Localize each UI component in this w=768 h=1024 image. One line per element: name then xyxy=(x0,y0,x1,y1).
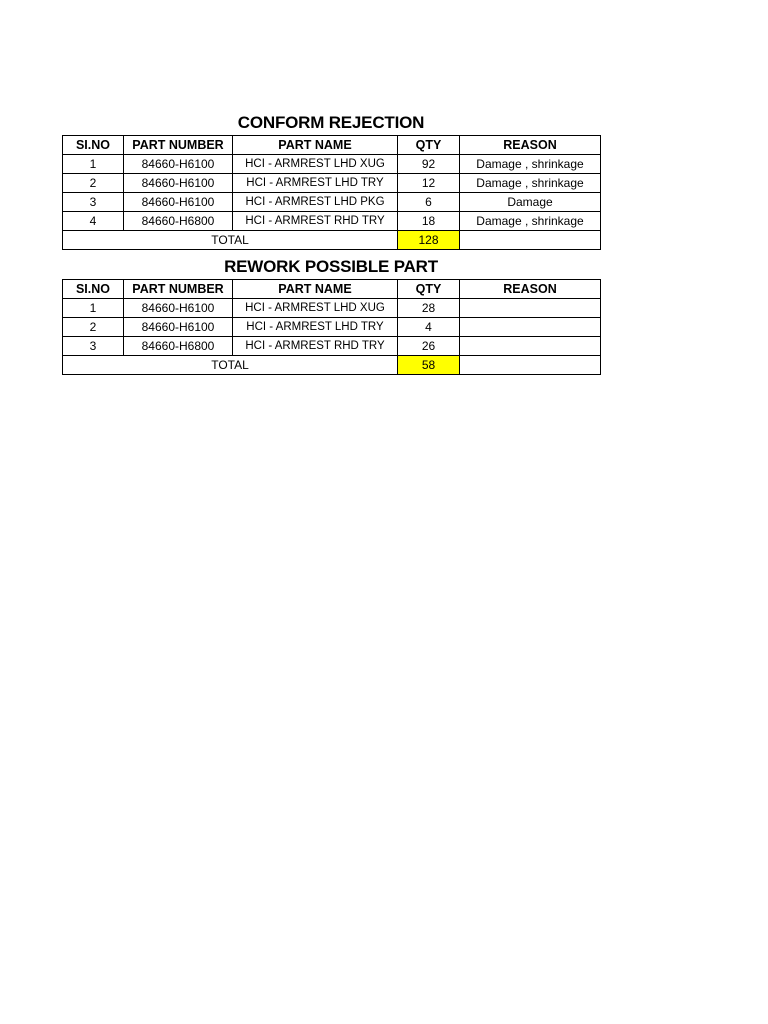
rework-possible-title: REWORK POSSIBLE PART xyxy=(224,257,438,276)
total-label: TOTAL xyxy=(63,356,398,375)
header-part-name: PART NAME xyxy=(233,280,398,299)
cell-part-name: HCI - ARMREST LHD TRY xyxy=(233,174,398,193)
table-row xyxy=(63,174,601,193)
cell-qty: 6 xyxy=(398,193,460,212)
cell-sino: 4 xyxy=(63,212,124,231)
table-row xyxy=(63,193,601,212)
cell-part-number: 84660-H6100 xyxy=(124,193,233,212)
cell-qty: 28 xyxy=(398,299,460,318)
table-row xyxy=(63,318,601,337)
cell-sino: 2 xyxy=(63,318,124,337)
cell-part-name: HCI - ARMREST LHD PKG xyxy=(233,193,398,212)
cell-part-number: 84660-H6800 xyxy=(124,212,233,231)
header-reason: REASON xyxy=(460,280,601,299)
cell-sino: 3 xyxy=(63,337,124,356)
total-reason-empty xyxy=(460,356,601,375)
cell-part-name: HCI - ARMREST LHD TRY xyxy=(233,318,398,337)
total-qty: 128 xyxy=(398,231,460,250)
table-row xyxy=(63,155,601,174)
cell-part-name: HCI - ARMREST LHD XUG xyxy=(233,155,398,174)
cell-part-number: 84660-H6100 xyxy=(124,299,233,318)
table-header-row xyxy=(63,280,601,299)
cell-qty: 18 xyxy=(398,212,460,231)
table-header-row xyxy=(63,136,601,155)
cell-reason: Damage , shrinkage xyxy=(460,155,601,174)
cell-part-name: HCI - ARMREST LHD XUG xyxy=(233,299,398,318)
rework-possible-table xyxy=(62,279,601,375)
cell-part-number: 84660-H6100 xyxy=(124,155,233,174)
cell-qty: 4 xyxy=(398,318,460,337)
cell-part-name: HCI - ARMREST RHD TRY xyxy=(233,337,398,356)
header-qty: QTY xyxy=(398,136,460,155)
total-qty: 58 xyxy=(398,356,460,375)
header-part-number: PART NUMBER xyxy=(124,136,233,155)
header-part-number: PART NUMBER xyxy=(124,280,233,299)
cell-qty: 12 xyxy=(398,174,460,193)
cell-reason xyxy=(460,337,601,356)
cell-reason: Damage , shrinkage xyxy=(460,212,601,231)
cell-reason: Damage xyxy=(460,193,601,212)
table-row xyxy=(63,299,601,318)
header-reason: REASON xyxy=(460,136,601,155)
cell-part-number: 84660-H6100 xyxy=(124,318,233,337)
table-row xyxy=(63,337,601,356)
cell-qty: 92 xyxy=(398,155,460,174)
cell-sino: 1 xyxy=(63,155,124,174)
cell-reason xyxy=(460,318,601,337)
total-row xyxy=(63,231,601,250)
header-part-name: PART NAME xyxy=(233,136,398,155)
cell-sino: 2 xyxy=(63,174,124,193)
header-sino: SI.NO xyxy=(63,136,124,155)
cell-qty: 26 xyxy=(398,337,460,356)
header-sino: SI.NO xyxy=(63,280,124,299)
header-qty: QTY xyxy=(398,280,460,299)
total-reason-empty xyxy=(460,231,601,250)
total-label: TOTAL xyxy=(63,231,398,250)
cell-part-number: 84660-H6800 xyxy=(124,337,233,356)
conform-rejection-title: CONFORM REJECTION xyxy=(237,113,425,132)
cell-reason: Damage , shrinkage xyxy=(460,174,601,193)
cell-part-name: HCI - ARMREST RHD TRY xyxy=(233,212,398,231)
cell-part-number: 84660-H6100 xyxy=(124,174,233,193)
cell-reason xyxy=(460,299,601,318)
cell-sino: 1 xyxy=(63,299,124,318)
total-row xyxy=(63,356,601,375)
table-row xyxy=(63,212,601,231)
conform-rejection-table xyxy=(62,135,601,250)
cell-sino: 3 xyxy=(63,193,124,212)
